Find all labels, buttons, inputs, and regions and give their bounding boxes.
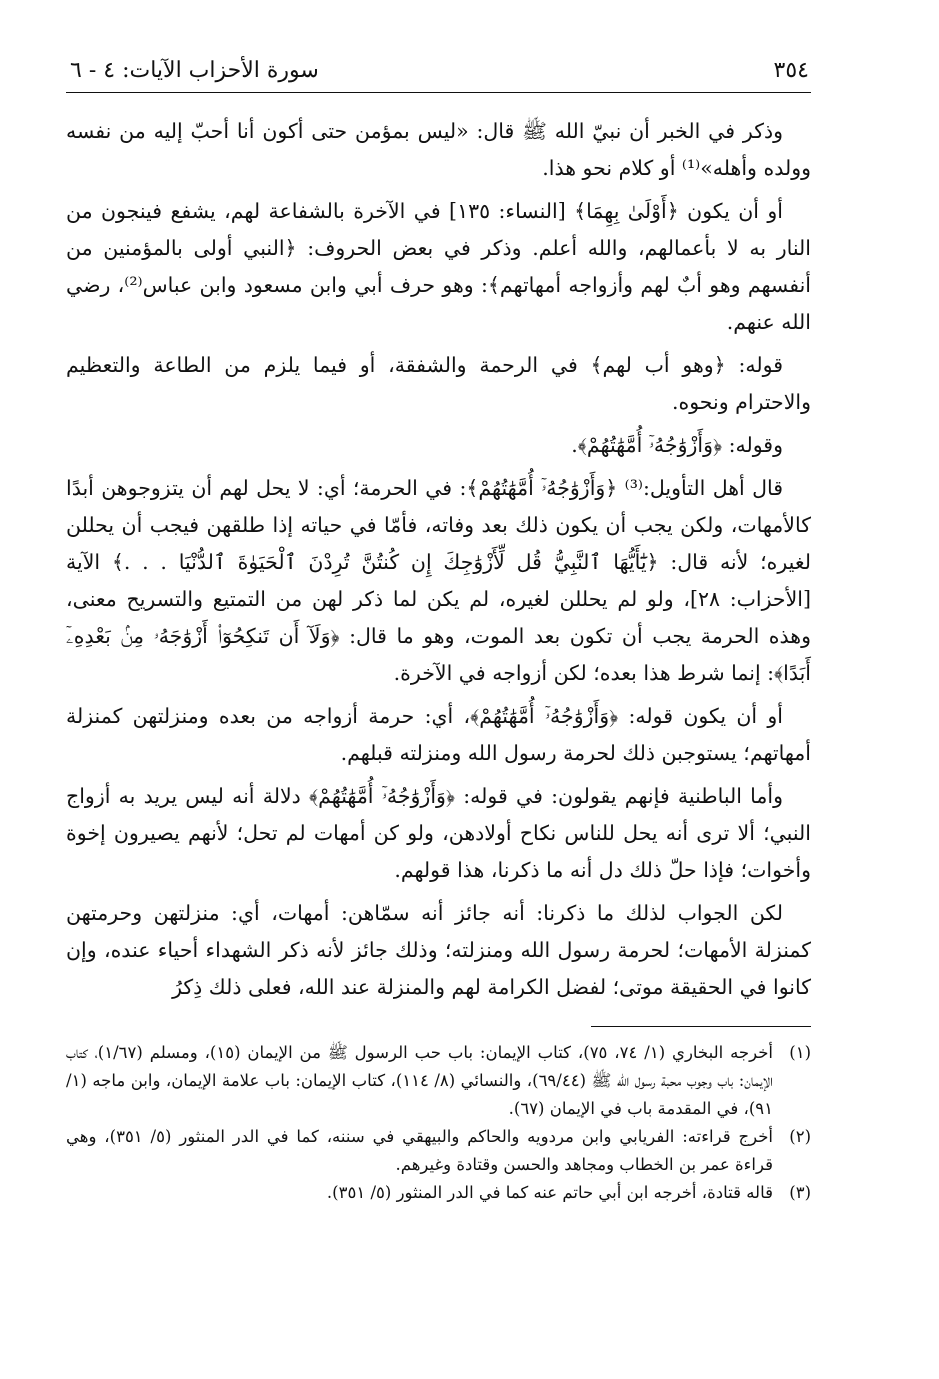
footnote-number: (٣) <box>789 1183 811 1202</box>
paragraph: أو أن يكون قوله: ﴿وَأَزْوَٰجُهُۥٓ أُمَّهَٰتُهُمْ﴾، أي: حرمة أزواجه من بعده ومنزلتهن كمنزلة أمهاتهم؛ يستوجبن ذلك لحرمة رسول الله ومنزلته قبلهم. <box>66 704 811 765</box>
footnote-text: أخرجه البخاري (١/ ٧٤، ٧٥)، كتاب الإيمان: باب حب الرسول ﷺ من الإيمان (١٥)، ومسلم (١/٦٧)، كتاب الإيمان: باب وجوب محبة رسول الله ﷺ (٦٩/٤٤)، والنسائي (٨/ ١١٤)، كتاب الإيمان: باب علامة الإيمان، وابن ماجه (١/ ٩١)، في المقدمة باب في الإيمان (٦٧). <box>66 1043 774 1118</box>
footnote-number: (٢) <box>789 1127 811 1146</box>
paragraph: وقوله: ﴿وَأَزْوَٰجُهُۥٓ أُمَّهَٰتُهُمْ﴾. <box>571 433 783 457</box>
paragraph: قال أهل التأويل:⁽³⁾ ﴿وَأَزْوَٰجُهُۥٓ أُمَّهَٰتُهُمْ﴾: في الحرمة؛ أي: لا يحل لهم أن يتزوجوهن أبدًا كالأمهات، ولكن يجب أن يكون ذلك بعد وفاته، فأمّا في حياته إذا طلقهن فيجب أن يحللن لغيره؛ لأنه قال: ﴿يَٰٓأَيُّهَا ٱلنَّبِيُّ قُل لِّأَزْوَٰجِكَ إِن كُنتُنَّ تُرِدْنَ ٱلْحَيَوٰةَ ٱلدُّنْيَا . . .﴾ الآية [الأحزاب: ٢٨]، ولو لم يحللن لغيره، لم يكن لما ذكر لهن من التمتيع والتسريح معنى، وهذه الحرمة يجب أن تكون بعد الموت، وهو ما قال: ﴿وَلَآ أَن تَنكِحُوٓا۟ أَزْوَٰجَهُۥ مِنۢ بَعْدِهِۦٓ أَبَدًا﴾: إنما شرط هذا بعده؛ لكن أزواجه في الآخرة. <box>66 476 811 685</box>
running-head <box>66 52 811 93</box>
paragraph: وأما الباطنية فإنهم يقولون: في قوله: ﴿وَأَزْوَٰجُهُۥٓ أُمَّهَٰتُهُمْ﴾ دلالة أنه ليس يريد به أزواج النبي؛ ألا ترى أنه يحل للناس نكاح أولادهن، ولو كن أمهات لم تحل؛ لأنهم يصيرون إخوة وأخوات؛ فإذا حلّ ذلك دل أنه ما ذكرنا، هذا قولهم. <box>66 784 811 882</box>
footnote-number: (١) <box>789 1043 811 1062</box>
paragraph: وذكر في الخبر أن نبيّ الله ﷺ قال: «ليس بمؤمن حتى أكون أنا أحبّ إليه من نفسه وولده وأهله»⁽¹⁾ أو كلام نحو هذا. <box>66 119 811 180</box>
footnote-text: قاله قتادة، أخرجه ابن أبي حاتم عنه كما في الدر المنثور (٥/ ٣٥١). <box>326 1183 773 1202</box>
footnote <box>66 1039 811 1123</box>
running-title: سورة الأحزاب الآيات: ٤ - ٦ <box>70 58 319 83</box>
footnotes <box>66 1039 811 1207</box>
page-number: ٣٥٤ <box>773 58 809 83</box>
book-page <box>66 52 811 1332</box>
footnote <box>66 1179 811 1207</box>
main-text <box>66 113 811 1006</box>
paragraph: لكن الجواب لذلك ما ذكرنا: أنه جائز أنه سمّاهن: أمهات، أي: منزلتهن وحرمتهن كمنزلة الأمهات؛ لحرمة رسول الله ومنزلته؛ وذلك جائز لأنه ذكر الشهداء أحياء عنده، وإن كانوا في الحقيقة موتى؛ لفضل الكرامة لهم والمنزلة عند الله، فعلى ذلك ذِكرُ <box>66 901 811 999</box>
footnote-text: أخرج قراءته: الفريابي وابن مردويه والحاكم والبيهقي في سننه، كما في الدر المنثور (٥/ ٣٥١)، وهي قراءة عمر بن الخطاب ومجاهد والحسن وقتادة وغيرهم. <box>66 1127 774 1174</box>
paragraph: أو أن يكون ﴿أَوْلَىٰ بِهِمَا﴾ [النساء: ١٣٥] في الآخرة بالشفاعة لهم، يشفع فينجون من النار به لا بأعمالهم، والله أعلم. وذكر في بعض الحروف: ﴿النبي أولى بالمؤمنين من أنفسهم وهو أبٌ لهم وأزواجه أمهاتهم﴾: وهو حرف أبي وابن مسعود وابن عباس⁽²⁾، رضي الله عنهم. <box>66 199 811 334</box>
paragraph: قوله: ﴿وهو أب لهم﴾ في الرحمة والشفقة، أو فيما يلزم من الطاعة والتعظيم والاحترام ونحوه. <box>66 353 811 414</box>
footnote-separator <box>591 1026 811 1027</box>
footnote <box>66 1123 811 1179</box>
